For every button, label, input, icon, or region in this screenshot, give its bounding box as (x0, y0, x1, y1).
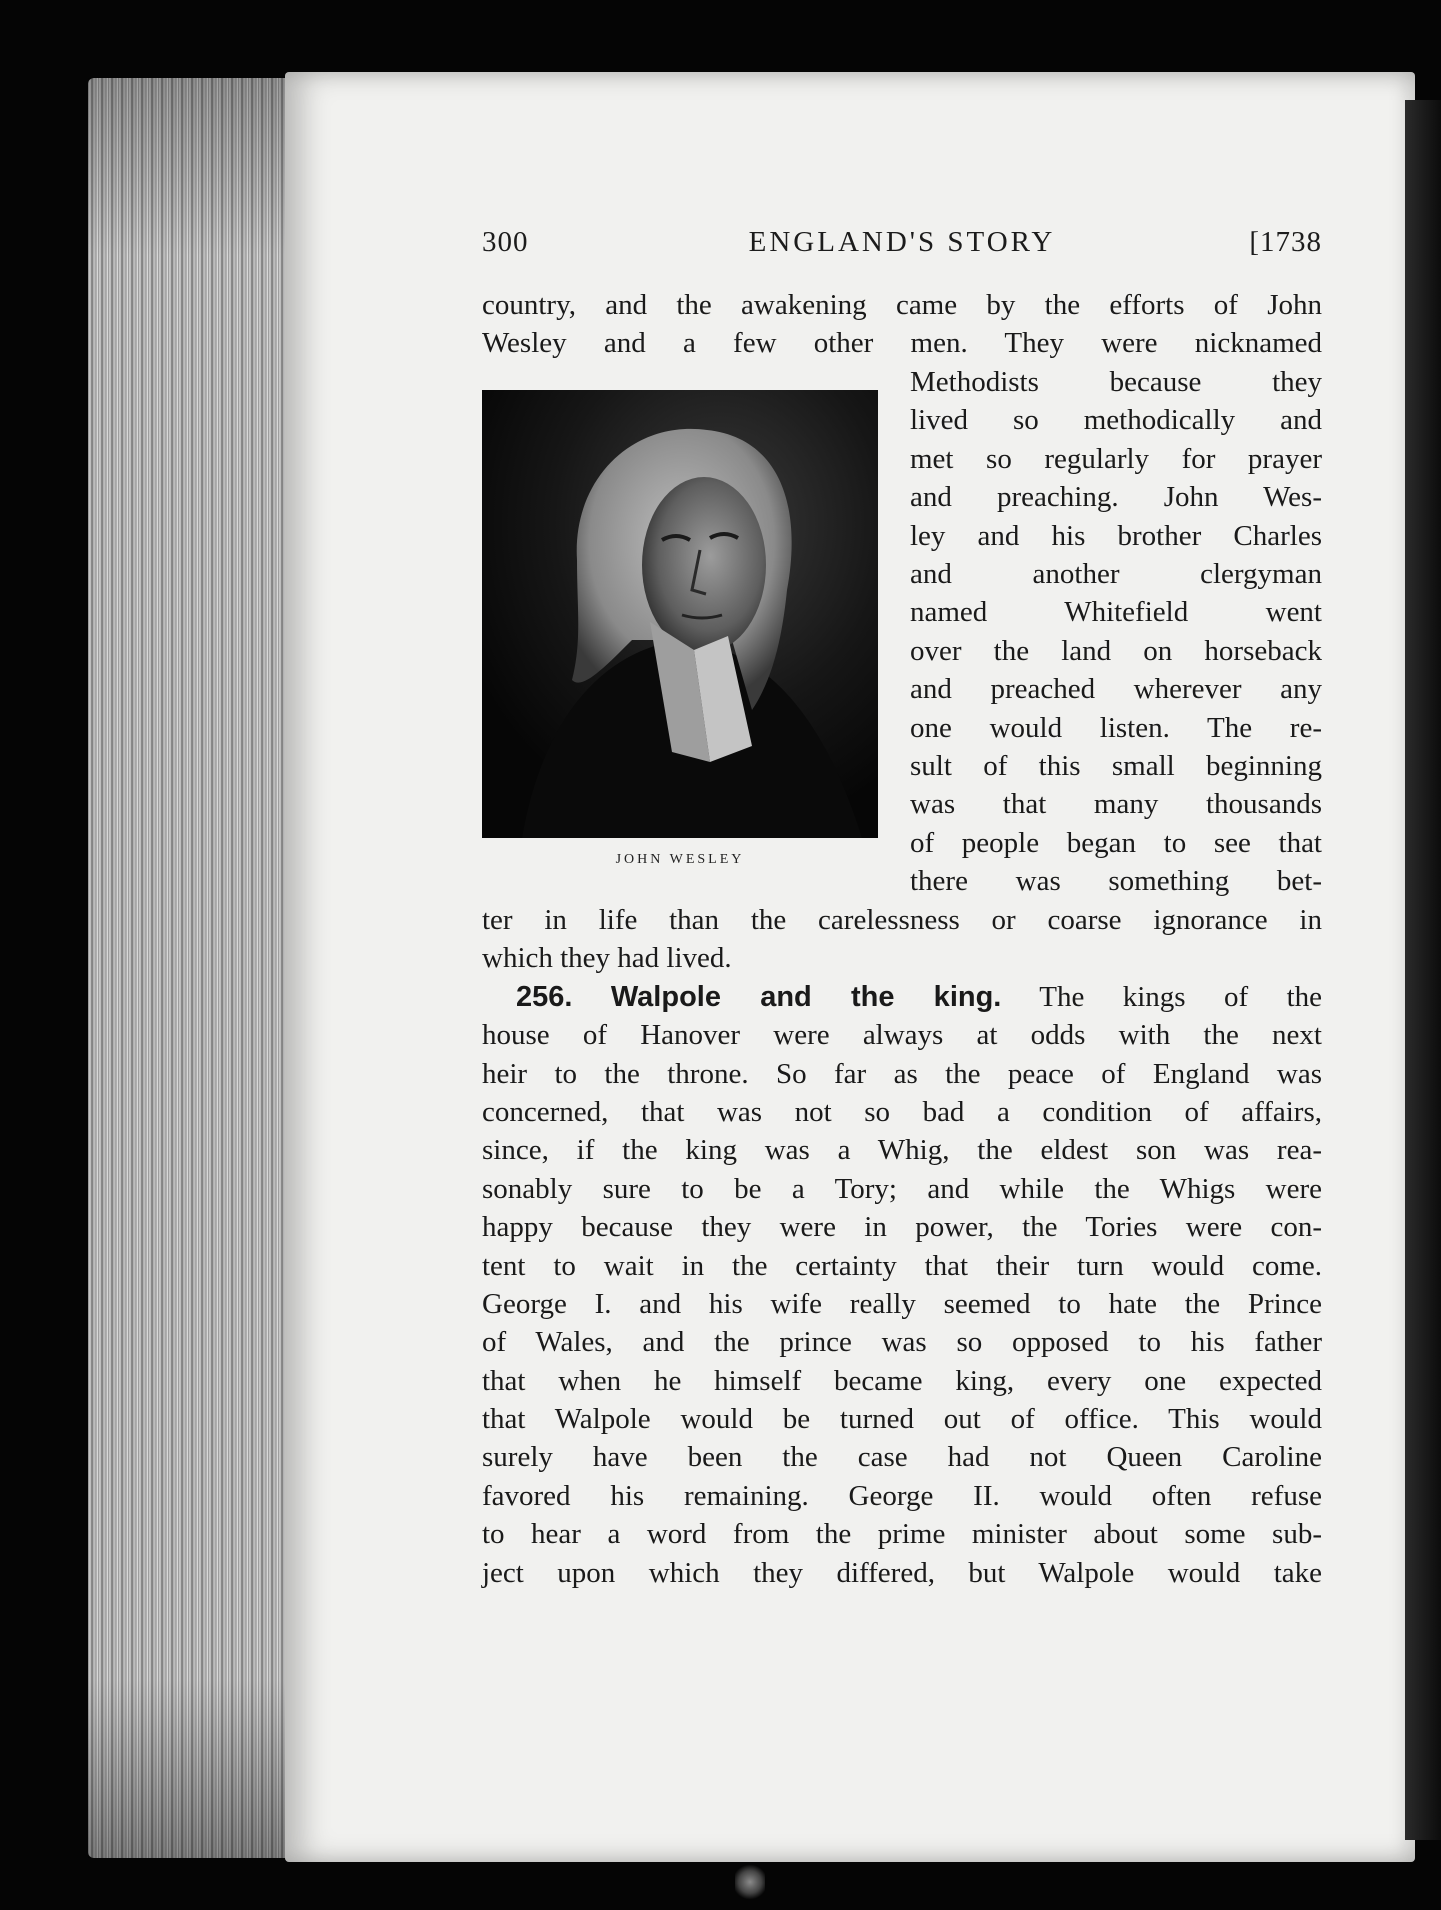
text-line: met so regularly for prayer (910, 442, 1322, 475)
section-number: 256. (516, 980, 573, 1013)
year-marker: [1738 (1249, 226, 1322, 258)
text-line: ject upon which they differed, but Walpole would take (482, 1556, 1322, 1589)
text-line: and preaching. John Wes- (910, 481, 1322, 514)
text-line: lived so methodically and (910, 404, 1322, 437)
text-line: concerned, that was not so bad a condition of affairs, (482, 1095, 1322, 1128)
text-line: favored his remaining. George II. would often refuse (482, 1479, 1322, 1512)
section-heading-line (482, 978, 1322, 1016)
text-line: Methodists because they (910, 366, 1322, 398)
text-line: one would listen. The re- (910, 711, 1322, 744)
running-header (482, 226, 1322, 266)
text-line: Wesley and a few other men. They were nicknamed (482, 327, 1322, 360)
text-line: that when he himself became king, every one expected (482, 1364, 1322, 1397)
text-line: country, and the awakening came by the efforts of John (482, 289, 1322, 321)
text-line: ter in life than the carelessness or coarse ignorance in (482, 904, 1322, 936)
text-line: and preached wherever any (910, 673, 1322, 706)
text-line: heir to the throne. So far as the peace of England was (482, 1057, 1322, 1090)
text-line: happy because they were in power, the Tories were con- (482, 1211, 1322, 1244)
text-line: to hear a word from the prime minister about some sub- (482, 1518, 1322, 1551)
text-line: sonably sure to be a Tory; and while the Whigs were (482, 1172, 1322, 1205)
text-line: sult of this small beginning (910, 749, 1322, 782)
portrait-john-wesley (482, 390, 878, 838)
text-line: over the land on horseback (910, 634, 1322, 667)
text-line: house of Hanover were always at odds with the next (482, 1019, 1322, 1052)
text-line: tent to wait in the certainty that their turn would come. (482, 1249, 1322, 1282)
text-line: there was something bet- (910, 865, 1322, 898)
book-right-edge (1405, 100, 1441, 1840)
text-line: that Walpole would be turned out of office. This would (482, 1403, 1322, 1436)
text-line: since, if the king was a Whig, the eldest son was rea- (482, 1134, 1322, 1167)
text-line: of Wales, and the prince was so opposed to his father (482, 1326, 1322, 1359)
text-line: ley and his brother Charles (910, 519, 1322, 552)
text-line: George I. and his wife really seemed to hate the Prince (482, 1287, 1322, 1320)
text-line: surely have been the case had not Queen Caroline (482, 1441, 1322, 1474)
text-line: of people began to see that (910, 826, 1322, 859)
text-top (482, 286, 1322, 363)
page-number: 300 (482, 226, 529, 258)
text-body (482, 901, 1322, 1592)
section-title: Walpole and the king. (610, 980, 1002, 1013)
scan-speck (735, 1862, 765, 1902)
portrait-engraving (482, 390, 878, 838)
text-wrap-column (910, 363, 1322, 900)
text-fragment: The kings of the (1039, 980, 1323, 1013)
text-line: was that many thousands (910, 788, 1322, 821)
running-title: ENGLAND'S STORY (748, 226, 1056, 258)
book-page-edges (88, 78, 298, 1858)
figure-caption: JOHN WESLEY (615, 852, 745, 867)
text-line: named Whitefield went (910, 596, 1322, 629)
text-line: and another clergyman (910, 557, 1322, 590)
text-line: which they had lived. (482, 942, 732, 975)
